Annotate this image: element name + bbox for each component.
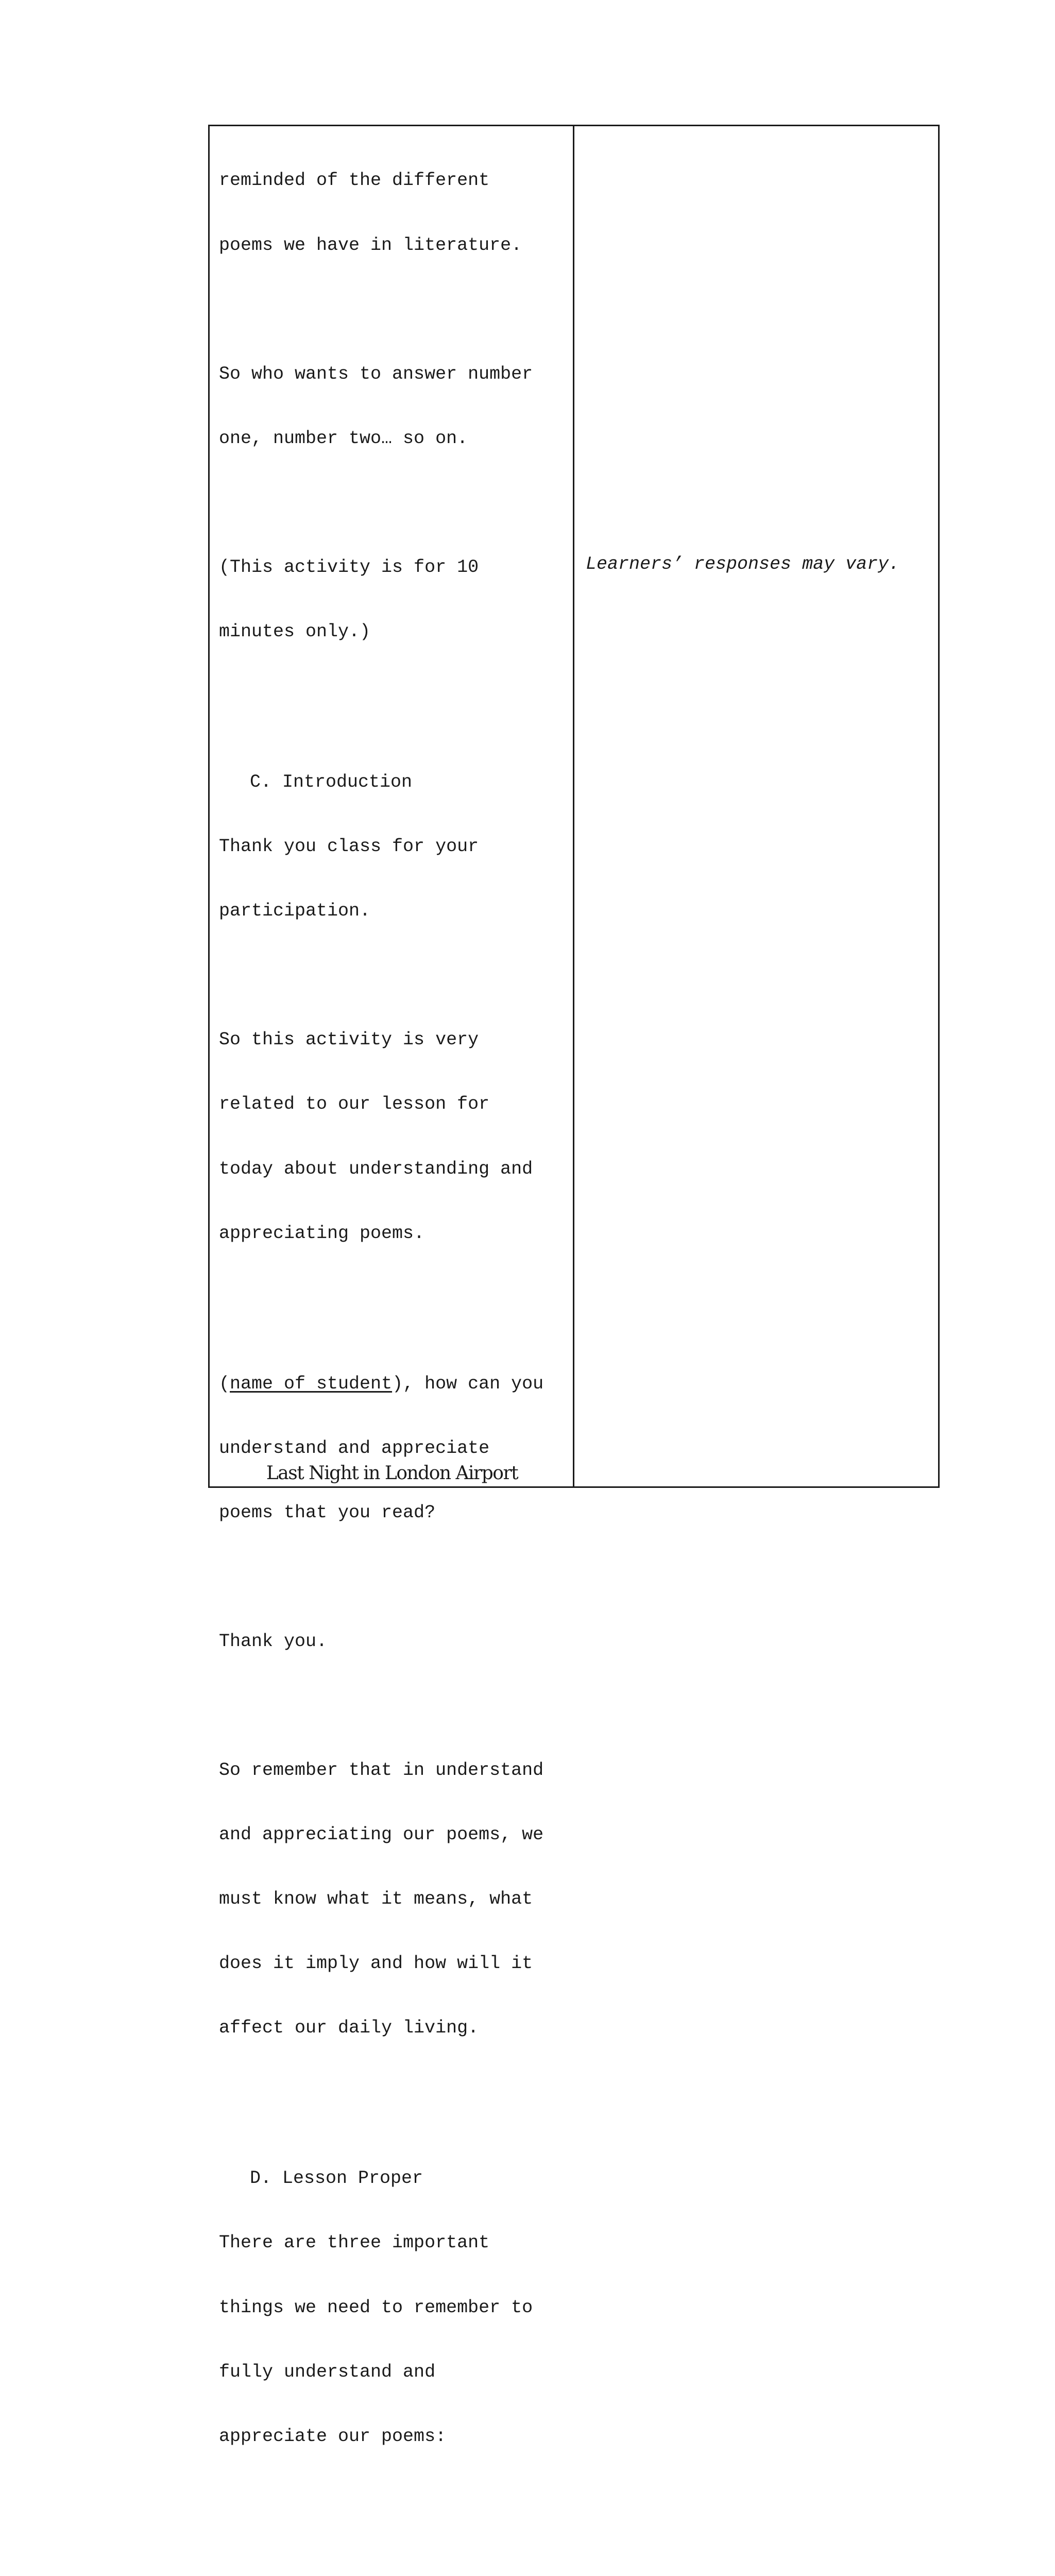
text-line: today about understanding and bbox=[219, 1158, 533, 1179]
text-line: things we need to remember to bbox=[219, 2297, 533, 2318]
text-line: fully understand and bbox=[219, 2361, 436, 2382]
text-line bbox=[219, 965, 543, 987]
text-line: So remember that in understand bbox=[219, 1760, 544, 1781]
text-line: does it imply and how will it bbox=[219, 1953, 533, 1974]
text-line bbox=[219, 1287, 543, 1309]
text-line: one, number two… so on. bbox=[219, 428, 468, 449]
text-line: poems that you read? bbox=[219, 1502, 436, 1523]
text-line: There are three important bbox=[219, 2232, 490, 2253]
section-heading-lesson-proper: D. Lesson Proper bbox=[250, 2168, 423, 2189]
text-line: appreciating poems. bbox=[219, 1223, 425, 1244]
text-line: appreciate our poems: bbox=[219, 2426, 447, 2447]
student-name-placeholder: name of student bbox=[230, 1373, 393, 1394]
text-line: poems we have in literature. bbox=[219, 234, 522, 256]
text-line: reminded of the different bbox=[219, 170, 490, 191]
text-line bbox=[219, 1696, 543, 1717]
teacher-script bbox=[219, 127, 543, 2576]
text-line: participation. bbox=[219, 901, 371, 922]
text-line bbox=[219, 2490, 543, 2512]
text-line: minutes only.) bbox=[219, 621, 371, 642]
teacher-activity-column bbox=[210, 126, 574, 2447]
text-line: So this activity is very bbox=[219, 1029, 479, 1050]
lesson-plan-table bbox=[208, 125, 940, 2447]
text-line: understand and appreciate bbox=[219, 1437, 490, 1459]
learner-activity-column bbox=[574, 126, 938, 1486]
text-line bbox=[219, 1567, 543, 1588]
text-line: related to our lesson for bbox=[219, 1094, 490, 1115]
text-line bbox=[219, 299, 543, 321]
learner-response: Learners’ responses may vary. bbox=[586, 554, 900, 574]
text-line: Thank you class for your bbox=[219, 836, 479, 857]
question-line bbox=[219, 1374, 543, 1395]
poem-title: Last Night in London Airport bbox=[266, 1463, 518, 1484]
text-line bbox=[219, 2082, 543, 2104]
question-suffix: ), how can you bbox=[392, 1373, 544, 1394]
text-line: must know what it means, what bbox=[219, 1889, 533, 1910]
text-line bbox=[219, 493, 543, 514]
text-line: So who wants to answer number bbox=[219, 363, 533, 384]
question-prefix: ( bbox=[219, 1373, 230, 1394]
section-heading-introduction: C. Introduction bbox=[250, 771, 413, 792]
text-line: Thank you. bbox=[219, 1631, 328, 1652]
text-line: and appreciating our poems, we bbox=[219, 1824, 544, 1845]
text-line: (This activity is for 10 bbox=[219, 556, 479, 578]
text-line bbox=[219, 686, 543, 707]
text-line: affect our daily living. bbox=[219, 2018, 479, 2039]
